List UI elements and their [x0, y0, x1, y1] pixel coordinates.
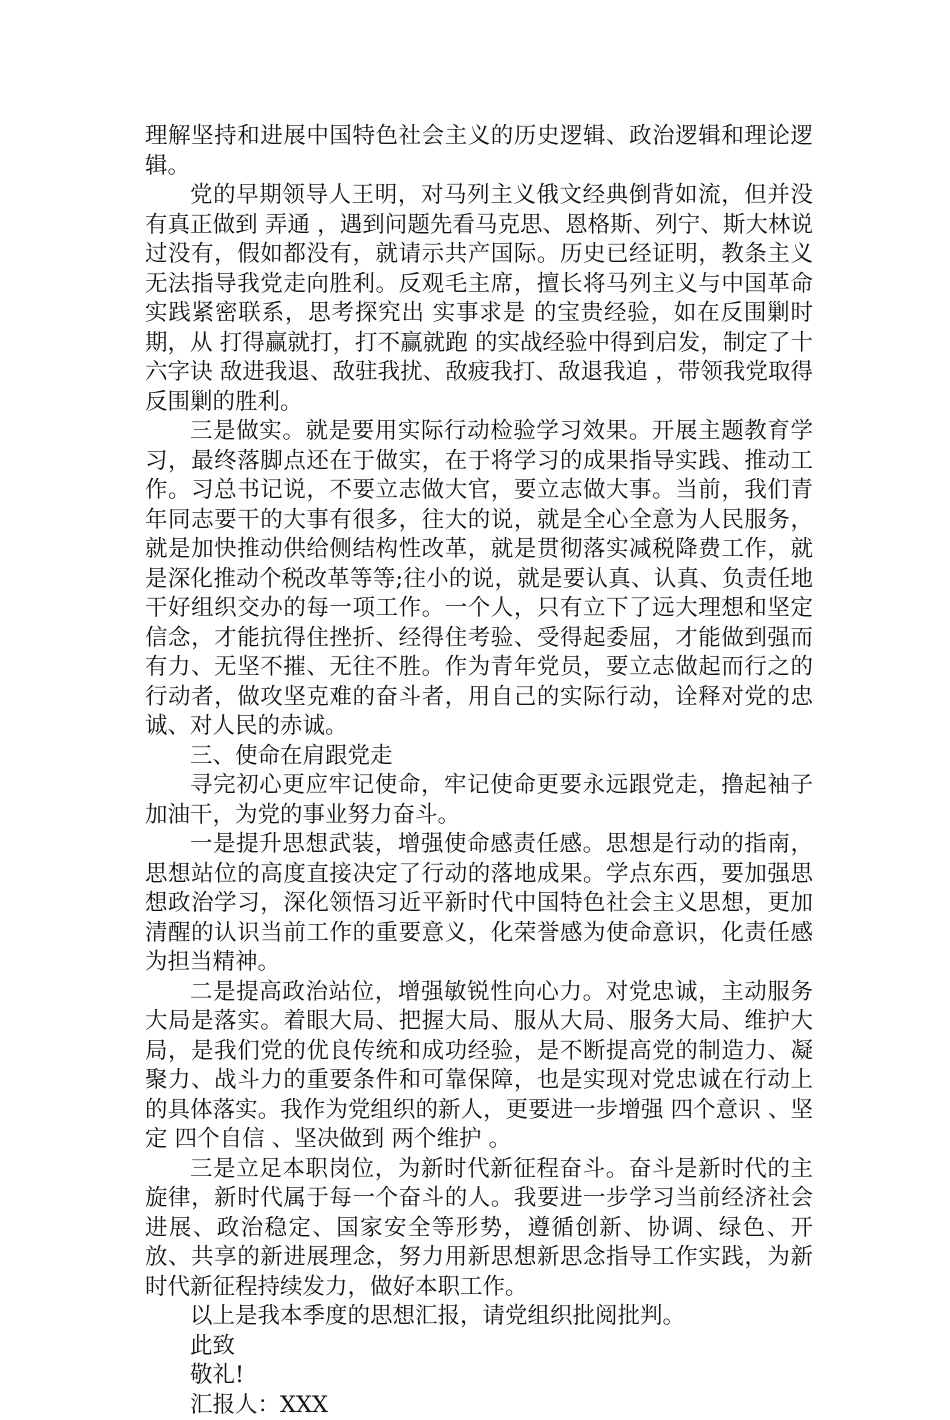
paragraph-point-two: 二是提高政治站位，增强敏锐性向心力。对党忠诚，主动服务大局是落实。着眼大局、把握大局、服从大局、服务大局、维护大局，是我们党的优良传统和成功经验，是不断提高党的制造力、凝聚力、战斗力的重要条件和可靠保障，也是实现对党忠诚在行动上的具体落实。我作为党组织的新人，更要进一步增强 四个意识 、坚定 四个自信 、坚决做到 两个维护 。 — [145, 978, 813, 1155]
section-heading-mission: 三、使命在肩跟党走 — [145, 742, 813, 772]
paragraph-wang-ming: 党的早期领导人王明，对马列主义俄文经典倒背如流，但并没有真正做到 弄通 ，遇到问题先看马克思、恩格斯、列宁、斯大林说过没有，假如都没有，就请示共产国际。历史已经证明，教条主义无法指导我党走向胜利。反观毛主席，擅长将马列主义与中国革命实践紧密联系，思考探究出 实事求是 的宝贵经验，如在反围剿时期，从 打得赢就打，打不赢就跑 的实战经验中得到启发，制定了十六字诀 敌进我退、敌驻我扰、敌疲我打、敌退我追 ，带领我党取得反围剿的胜利。 — [145, 181, 813, 417]
document-body — [145, 122, 813, 1420]
salutation-jingli: 敬礼! — [145, 1361, 813, 1391]
paragraph-point-one: 一是提升思想武装，增强使命感责任感。思想是行动的指南，思想站位的高度直接决定了行动的落地成果。学点东西，要加强思想政治学习，深化领悟习近平新时代中国特色社会主义思想，更加清醒的认识当前工作的重要意义，化荣誉感为使命意识，化责任感为担当精神。 — [145, 830, 813, 978]
salutation-cizhi: 此致 — [145, 1332, 813, 1362]
paragraph-mission-intro: 寻完初心更应牢记使命，牢记使命更要永远跟党走，撸起袖子加油干，为党的事业努力奋斗。 — [145, 771, 813, 830]
signature: 汇报人：XXX — [145, 1391, 813, 1420]
paragraph-point-three: 三是立足本职岗位，为新时代新征程奋斗。奋斗是新时代的主旋律，新时代属于每一个奋斗的人。我要进一步学习当前经济社会进展、政治稳定、国家安全等形势，遵循创新、协调、绿色、开放、共享的新进展理念，努力用新思想新思念指导工作实践，为新时代新征程持续发力，做好本职工作。 — [145, 1155, 813, 1303]
paragraph-continuation: 理解坚持和进展中国特色社会主义的历史逻辑、政治逻辑和理论逻辑。 — [145, 122, 813, 181]
paragraph-do-practical: 三是做实。就是要用实际行动检验学习效果。开展主题教育学习，最终落脚点还在于做实，在于将学习的成果指导实践、推动工作。习总书记说，不要立志做大官，要立志做大事。当前，我们青年同志要干的大事有很多，往大的说，就是全心全意为人民服务，就是加快推动供给侧结构性改革，就是贯彻落实减税降费工作，就是深化推动个税改革等等;往小的说，就是要认真、认真、负责任地干好组织交办的每一项工作。一个人，只有立下了远大理想和坚定信念，才能抗得住挫折、经得住考验、受得起委屈，才能做到强而有力、无坚不摧、无往不胜。作为青年党员，要立志做起而行之的行动者，做攻坚克难的奋斗者，用自己的实际行动，诠释对党的忠诚、对人民的赤诚。 — [145, 417, 813, 742]
paragraph-conclusion: 以上是我本季度的思想汇报，请党组织批阅批判。 — [145, 1302, 813, 1332]
